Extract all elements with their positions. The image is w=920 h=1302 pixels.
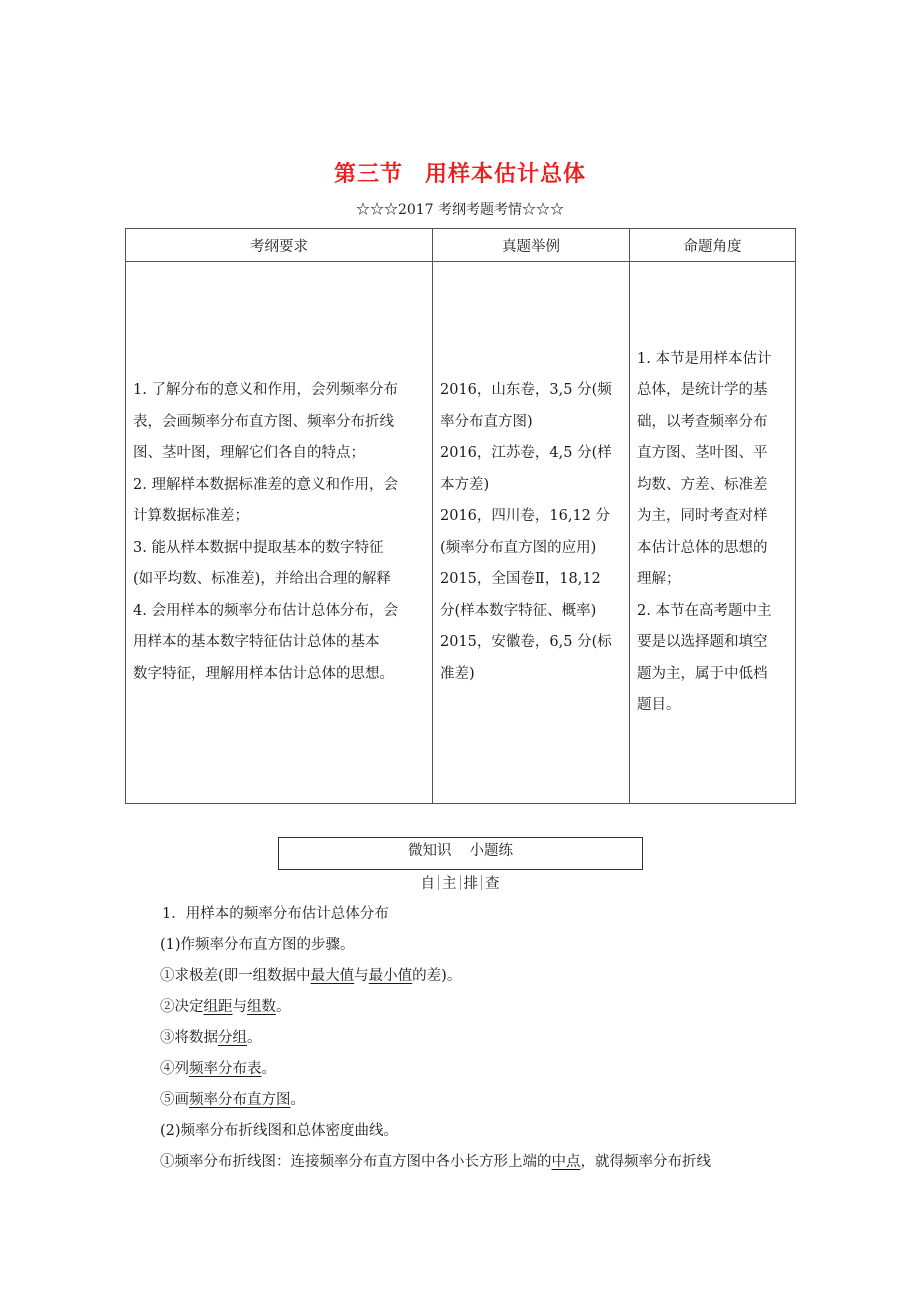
- step-3: [160, 1027, 802, 1058]
- step-2: [160, 996, 802, 1027]
- cell-line: 题为主，属于中低档: [637, 665, 768, 682]
- cell-line: 表，会画频率分布直方图、频率分布折线: [133, 413, 394, 430]
- step-text: ②决定: [160, 999, 204, 1015]
- table-row: [126, 262, 796, 804]
- step-text: 。: [247, 1030, 262, 1046]
- section-number: 第三节: [333, 162, 403, 187]
- answer-blank: 最大值: [310, 968, 355, 984]
- cell-line: 图、茎叶图，理解它们各自的特点；: [133, 445, 365, 461]
- section-title: [0, 157, 920, 188]
- cell-line: 要是以选择题和填空: [637, 634, 768, 650]
- cell-line: 本方差): [440, 476, 490, 493]
- cell-line: 数字特征，理解用样本估计总体的思想。: [133, 665, 394, 682]
- micro-knowledge-box: [278, 837, 643, 870]
- cell-line: 分(样本数字特征、概率): [440, 602, 597, 619]
- box-label-2: 小题练: [469, 843, 513, 859]
- step-text: 与: [354, 968, 369, 984]
- content-heading: 1．用样本的频率分布估计总体分布: [162, 906, 389, 922]
- cell-line: 理解；: [637, 571, 681, 587]
- examples-text: [440, 375, 622, 690]
- header-examples: 真题举例: [433, 229, 630, 262]
- step-text: ⑤画: [160, 1092, 189, 1108]
- subheading-1: (1)作频率分布直方图的步骤。: [160, 937, 355, 953]
- cell-line: 本估计总体的思想的: [637, 539, 768, 556]
- cell-line: 础，以考查频率分布: [637, 413, 768, 430]
- cell-line: 2. 本节在高考题中主: [637, 602, 772, 619]
- cell-line: 均数、方差、标准差: [637, 476, 768, 493]
- answer-blank: 组数: [247, 999, 276, 1015]
- answer-blank: 组距: [203, 999, 233, 1015]
- answer-blank: 最小值: [368, 968, 413, 984]
- tag: 主: [442, 876, 457, 892]
- cell-line: 计算数据标准差；: [133, 508, 249, 524]
- step-4: [160, 1058, 802, 1089]
- cell-line: 2015，全国卷Ⅱ，18,12: [440, 571, 601, 587]
- step-text: ③将数据: [160, 1030, 218, 1046]
- cell-line: 2016，山东卷，3,5 分(频: [440, 382, 612, 398]
- self-check-tags: [0, 872, 920, 893]
- step-text: 。: [290, 1092, 305, 1108]
- answer-blank: 频率分布表: [189, 1061, 262, 1077]
- angles-cell: [630, 262, 796, 804]
- item-1: [160, 1151, 802, 1182]
- answer-blank: 分组: [218, 1030, 247, 1046]
- content-body: [162, 903, 802, 1182]
- cell-line: 3. 能从样本数据中提取基本的数字特征: [133, 539, 384, 556]
- step-5: [160, 1089, 802, 1120]
- step-text: ①求极差(即一组数据中: [160, 968, 311, 984]
- cell-line: 题目。: [637, 697, 681, 713]
- step-text: 与: [232, 999, 247, 1015]
- step-text: 的差)。: [412, 968, 462, 984]
- step-text: 。: [276, 999, 291, 1015]
- cell-line: 2015，安徽卷，6,5 分(标: [440, 634, 612, 650]
- step-text: 。: [261, 1061, 276, 1077]
- cell-line: (频率分布直方图的应用): [440, 539, 597, 556]
- cell-line: 准差): [440, 665, 475, 682]
- cell-line: 4. 会用样本的频率分布估计总体分布，会: [133, 602, 398, 619]
- requirements-text: [133, 375, 425, 690]
- answer-blank: 中点: [551, 1154, 581, 1170]
- subheading-2: (2)频率分布折线图和总体密度曲线。: [160, 1123, 399, 1139]
- cell-line: 2016，江苏卷，4,5 分(样: [440, 445, 612, 461]
- tag: 查: [485, 876, 500, 892]
- header-angles: 命题角度: [630, 229, 796, 262]
- cell-line: 为主，同时考查对样: [637, 508, 768, 524]
- cell-line: (如平均数、标准差)，并给出合理的解释: [133, 571, 391, 587]
- tag: 自: [420, 876, 435, 892]
- item-text: ，就得频率分布折线: [580, 1154, 711, 1170]
- header-requirements: 考纲要求: [126, 229, 433, 262]
- tag: 排: [463, 876, 478, 892]
- requirements-cell: [126, 262, 433, 804]
- table-header-row: [126, 229, 796, 262]
- examples-cell: [433, 262, 630, 804]
- cell-line: 1. 了解分布的意义和作用，会列频率分布: [133, 382, 398, 398]
- tag-divider: [460, 875, 461, 890]
- cell-line: 1. 本节是用样本估计: [637, 350, 772, 367]
- cell-line: 2016，四川卷，16,12 分: [440, 508, 611, 524]
- box-label-1: 微知识: [408, 843, 452, 859]
- step-1: [160, 965, 802, 996]
- section-name: 用样本估计总体: [425, 162, 587, 187]
- step-text: ④列: [160, 1061, 189, 1077]
- cell-line: 率分布直方图): [440, 413, 533, 430]
- cell-line: 用样本的基本数字特征估计总体的基本: [133, 634, 380, 650]
- item-text: ①频率分布折线图：连接频率分布直方图中各小长方形上端的: [160, 1154, 552, 1170]
- cell-line: 2. 理解样本数据标准差的意义和作用，会: [133, 476, 398, 493]
- cell-line: 总体，是统计学的基: [637, 382, 768, 398]
- angles-text: [637, 344, 788, 722]
- tag-divider: [481, 875, 482, 890]
- exam-outline-table: [125, 228, 796, 804]
- tag-divider: [438, 875, 439, 890]
- exam-info-subtitle: ☆☆☆2017 考纲考题考情☆☆☆: [355, 202, 565, 218]
- answer-blank: 频率分布直方图: [189, 1092, 291, 1108]
- cell-line: 直方图、茎叶图、平: [637, 445, 768, 461]
